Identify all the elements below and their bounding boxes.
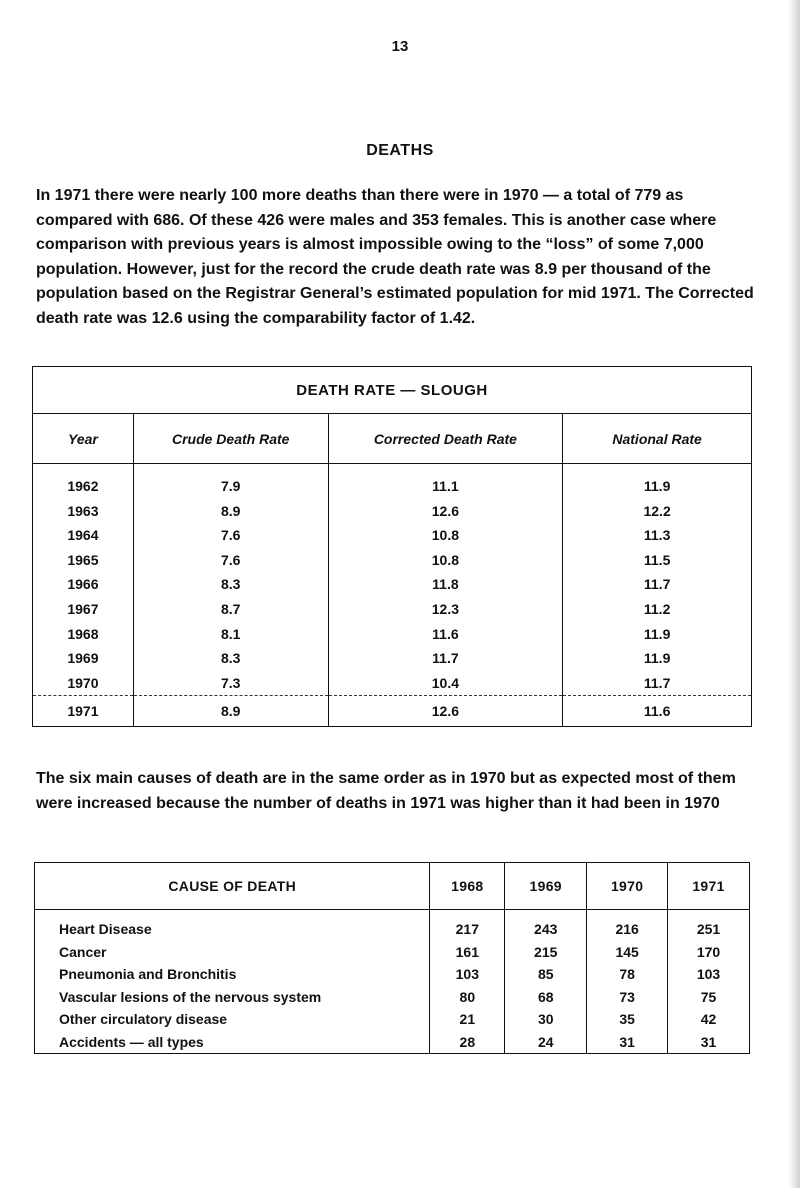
corrected-rate-cell: 11.8 — [328, 572, 563, 597]
corrected-rate-cell: 10.4 — [328, 671, 563, 696]
national-rate-cell: 11.9 — [563, 622, 752, 647]
column-header-1968: 1968 — [430, 863, 505, 910]
year-cell: 1969 — [33, 646, 134, 671]
year-cell: 1963 — [33, 499, 134, 524]
national-rate-cell: 11.9 — [563, 464, 752, 499]
intro-paragraph: In 1971 there were nearly 100 more deaths than there were in 1970 — a total of 779 as compared with 686. Of these 426 were males and 353 females. This is another case where comparison with previous years is almost impossible owing to the “loss” of some 7,000 population. However, just for the record the crude death rate was 8.9 per thousand of the population based on the Registrar General’s estimated population for mid 1971. The Corrected death rate was 12.6 using the comparability factor of 1.42. — [36, 187, 754, 327]
cause-cell: Heart Disease — [35, 910, 430, 941]
causes-of-death-table — [34, 862, 750, 1054]
count-cell: 161 — [430, 941, 505, 964]
crude-rate-cell: 7.3 — [133, 671, 328, 696]
national-rate-cell: 11.5 — [563, 548, 752, 573]
table-row — [35, 1008, 750, 1031]
crude-rate-cell: 8.9 — [133, 499, 328, 524]
count-cell: 103 — [668, 963, 750, 986]
year-cell: 1971 — [33, 696, 134, 727]
table-row — [33, 597, 752, 622]
table-row — [35, 1031, 750, 1054]
corrected-rate-cell: 12.6 — [328, 499, 563, 524]
table-row — [35, 910, 750, 941]
year-cell: 1965 — [33, 548, 134, 573]
national-rate-cell: 11.6 — [563, 696, 752, 727]
page-edge-shadow — [788, 0, 800, 1188]
table-row — [33, 548, 752, 573]
national-rate-cell: 11.9 — [563, 646, 752, 671]
table-row — [33, 572, 752, 597]
table-row — [35, 986, 750, 1009]
year-cell: 1967 — [33, 597, 134, 622]
table-row — [33, 464, 752, 499]
count-cell: 78 — [587, 963, 668, 986]
table-row — [33, 523, 752, 548]
corrected-rate-cell: 11.1 — [328, 464, 563, 499]
corrected-rate-cell: 11.7 — [328, 646, 563, 671]
count-cell: 75 — [668, 986, 750, 1009]
corrected-rate-cell: 10.8 — [328, 523, 563, 548]
count-cell: 31 — [668, 1031, 750, 1054]
causes-paragraph: The six main causes of death are in the same order as in 1970 but as expected most of them were increased because the number of deaths in 1971 was higher than it had been in 1970 — [36, 770, 736, 812]
column-header-national-rate: National Rate — [563, 414, 752, 464]
column-header-year: Year — [33, 414, 134, 464]
crude-rate-cell: 7.6 — [133, 523, 328, 548]
national-rate-cell: 11.7 — [563, 572, 752, 597]
count-cell: 103 — [430, 963, 505, 986]
crude-rate-cell: 7.9 — [133, 464, 328, 499]
column-header-cause: CAUSE OF DEATH — [35, 863, 430, 910]
cause-cell: Vascular lesions of the nervous system — [35, 986, 430, 1009]
count-cell: 31 — [587, 1031, 668, 1054]
page-title: DEATHS — [366, 142, 434, 159]
year-cell: 1964 — [33, 523, 134, 548]
crude-rate-cell: 8.3 — [133, 646, 328, 671]
corrected-rate-cell: 10.8 — [328, 548, 563, 573]
column-header-crude-rate: Crude Death Rate — [133, 414, 328, 464]
cause-cell: Cancer — [35, 941, 430, 964]
corrected-rate-cell: 12.3 — [328, 597, 563, 622]
death-rate-table — [32, 366, 752, 727]
table-row — [33, 646, 752, 671]
count-cell: 85 — [505, 963, 587, 986]
table-row — [33, 696, 752, 727]
column-header-corrected-rate: Corrected Death Rate — [328, 414, 563, 464]
count-cell: 170 — [668, 941, 750, 964]
crude-rate-cell: 7.6 — [133, 548, 328, 573]
count-cell: 73 — [587, 986, 668, 1009]
count-cell: 215 — [505, 941, 587, 964]
count-cell: 24 — [505, 1031, 587, 1054]
count-cell: 145 — [587, 941, 668, 964]
national-rate-cell: 12.2 — [563, 499, 752, 524]
table-row — [33, 622, 752, 647]
cause-cell: Accidents — all types — [35, 1031, 430, 1054]
count-cell: 216 — [587, 910, 668, 941]
count-cell: 21 — [430, 1008, 505, 1031]
count-cell: 68 — [505, 986, 587, 1009]
count-cell: 243 — [505, 910, 587, 941]
column-header-1970: 1970 — [587, 863, 668, 910]
crude-rate-cell: 8.9 — [133, 696, 328, 727]
count-cell: 217 — [430, 910, 505, 941]
cause-cell: Pneumonia and Bronchitis — [35, 963, 430, 986]
count-cell: 35 — [587, 1008, 668, 1031]
year-cell: 1966 — [33, 572, 134, 597]
corrected-rate-cell: 12.6 — [328, 696, 563, 727]
corrected-rate-cell: 11.6 — [328, 622, 563, 647]
year-cell: 1962 — [33, 464, 134, 499]
cause-cell: Other circulatory disease — [35, 1008, 430, 1031]
crude-rate-cell: 8.7 — [133, 597, 328, 622]
table-row — [33, 499, 752, 524]
page-number: 13 — [391, 38, 409, 55]
crude-rate-cell: 8.1 — [133, 622, 328, 647]
column-header-1969: 1969 — [505, 863, 587, 910]
count-cell: 28 — [430, 1031, 505, 1054]
count-cell: 42 — [668, 1008, 750, 1031]
crude-rate-cell: 8.3 — [133, 572, 328, 597]
count-cell: 251 — [668, 910, 750, 941]
table-row — [33, 671, 752, 696]
year-cell: 1970 — [33, 671, 134, 696]
column-header-1971: 1971 — [668, 863, 750, 910]
table-row — [35, 963, 750, 986]
death-rate-table-caption: DEATH RATE — SLOUGH — [33, 367, 752, 414]
count-cell: 30 — [505, 1008, 587, 1031]
count-cell: 80 — [430, 986, 505, 1009]
national-rate-cell: 11.3 — [563, 523, 752, 548]
national-rate-cell: 11.7 — [563, 671, 752, 696]
national-rate-cell: 11.2 — [563, 597, 752, 622]
year-cell: 1968 — [33, 622, 134, 647]
table-row — [35, 941, 750, 964]
